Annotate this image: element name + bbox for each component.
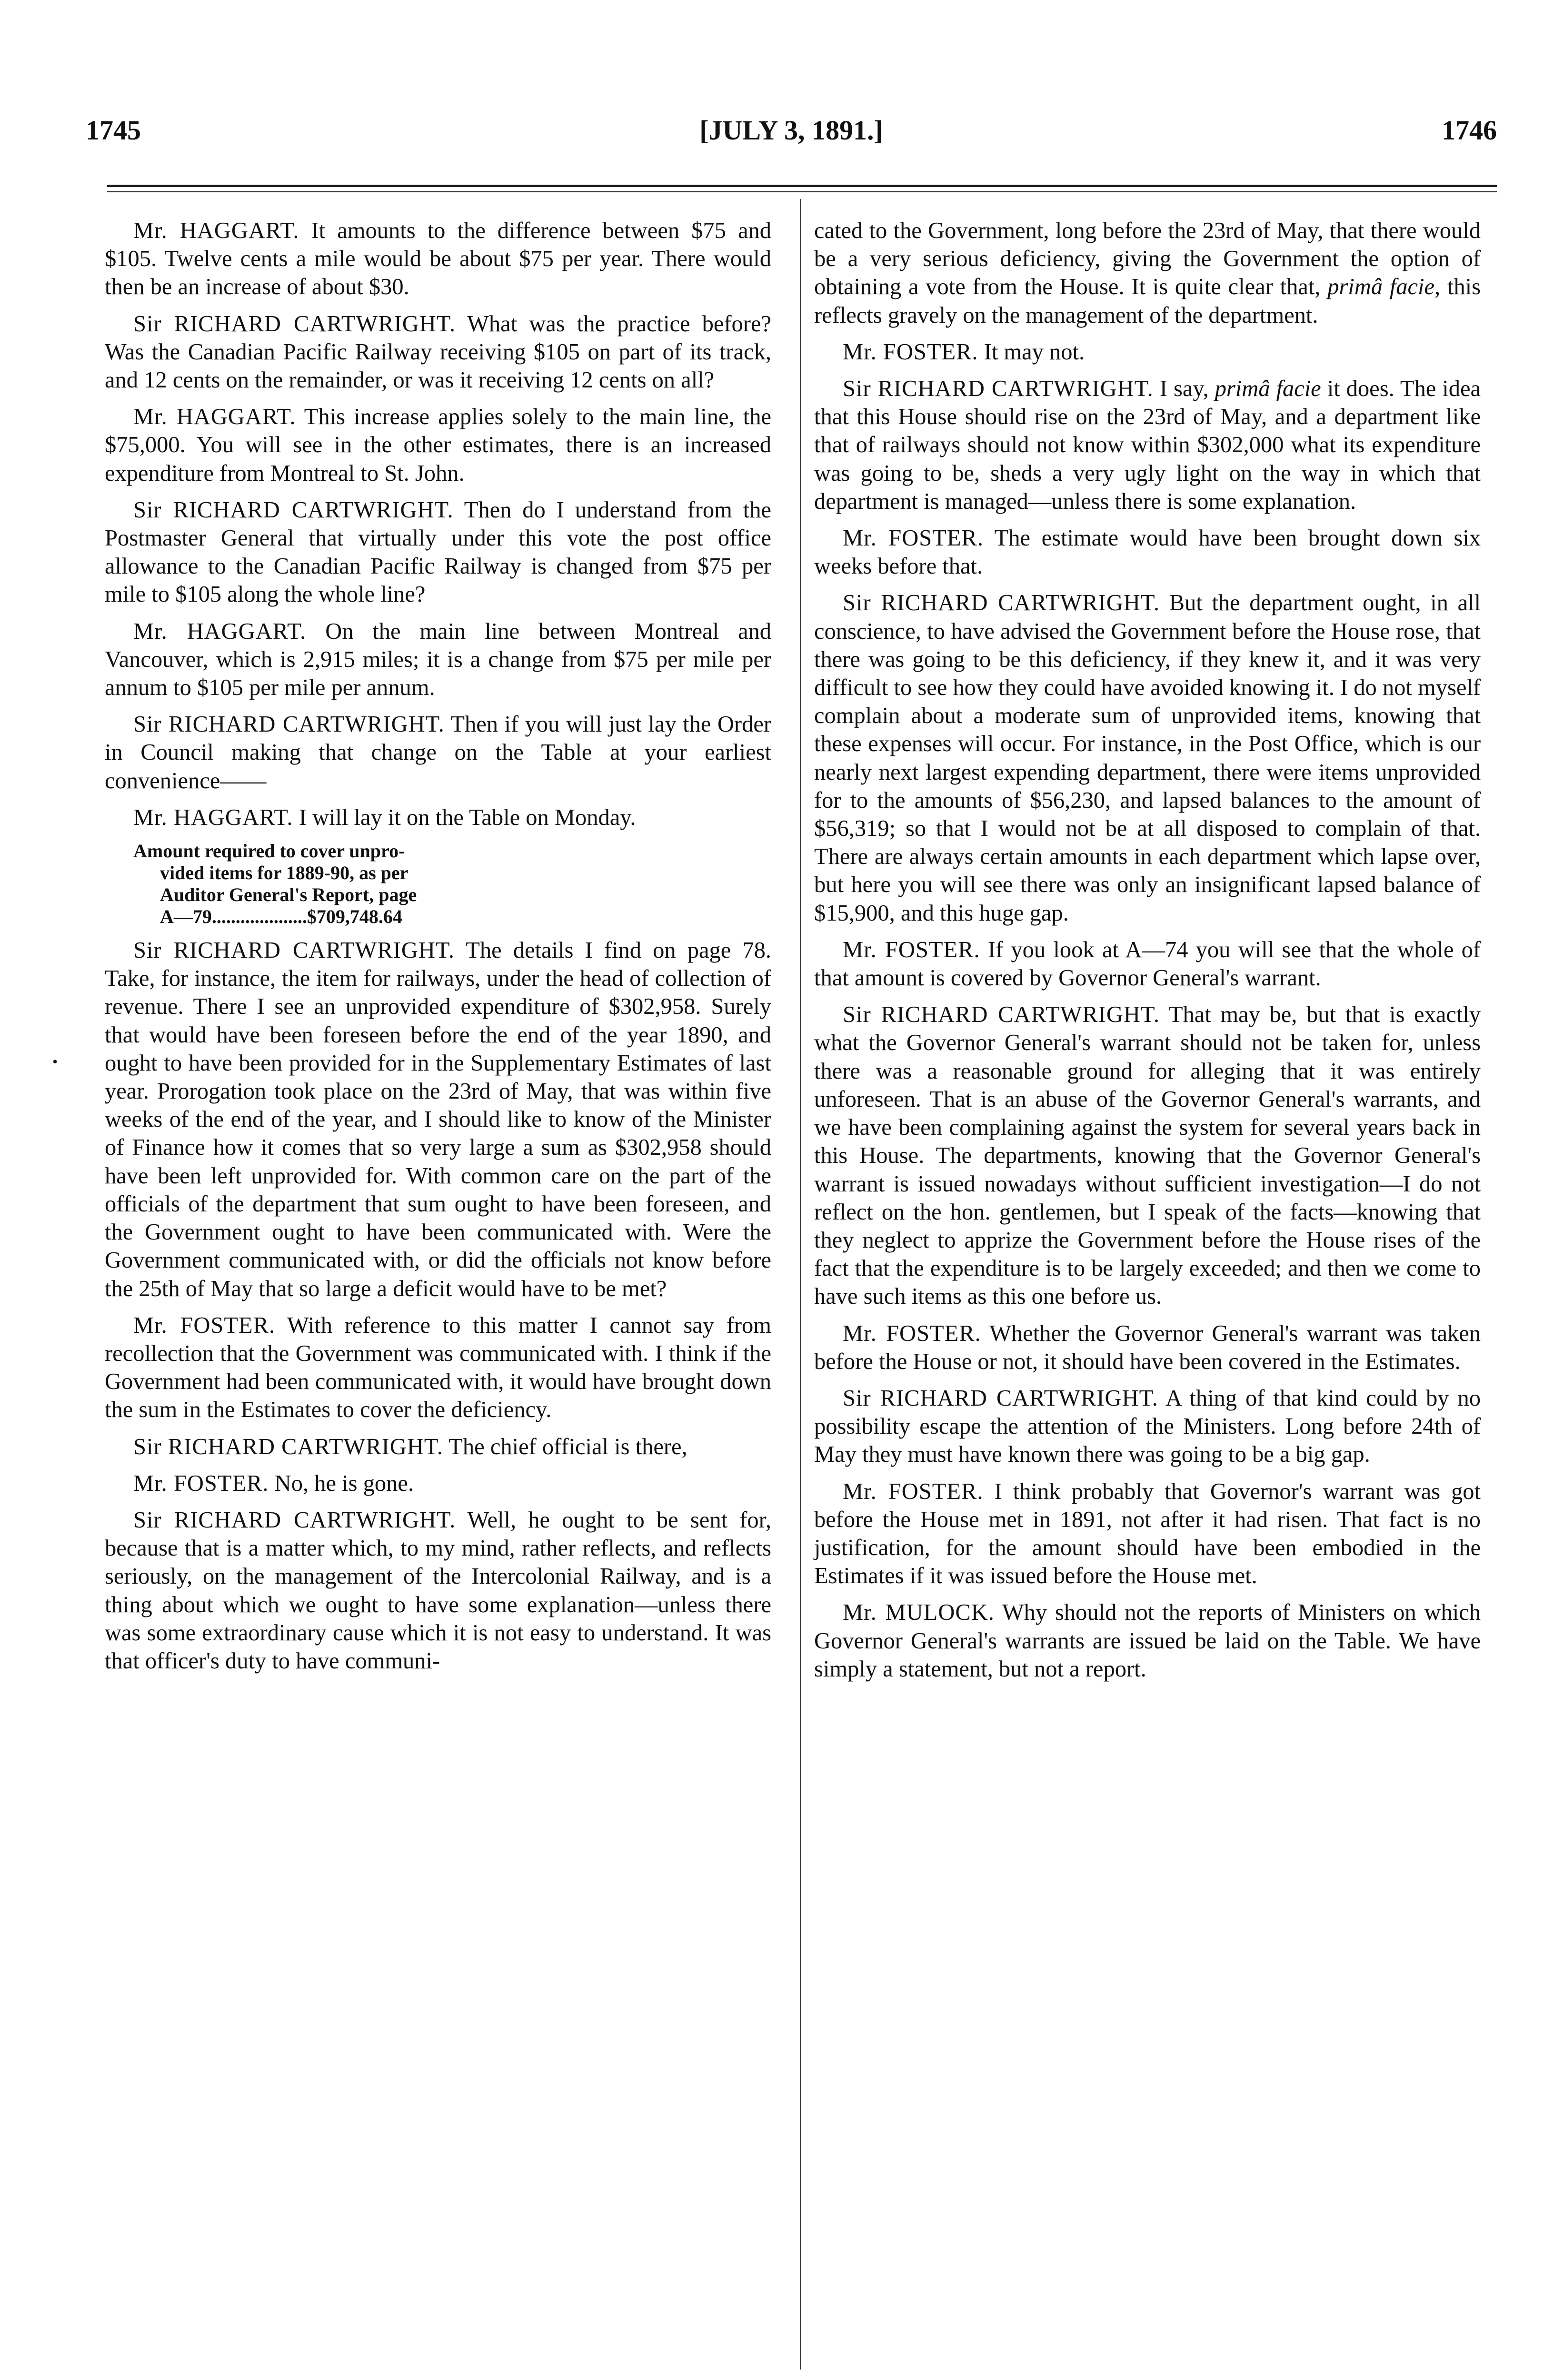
speaker-name: Mr. MULOCK. — [843, 1600, 995, 1626]
speech-text: This increase applies solely to the main line, the $75,000. You will see in the other estimates, there is an increased expenditure from Montreal to St. John. — [105, 404, 771, 486]
paragraph — [105, 217, 771, 301]
speech-text: cated to the Government, long before the 23rd of May, that there would be a very serious deficiency, giving the Government the option of obtaining a vote from the House. It is quite clear that, — [814, 218, 1481, 300]
speaker-name: Mr. HAGGART. — [133, 404, 296, 430]
speech-text: It may not. — [984, 339, 1085, 365]
speaker-name: Sir RICHARD CARTWRIGHT. — [133, 1507, 456, 1533]
speaker-name: Sir RICHARD CARTWRIGHT. — [843, 590, 1160, 616]
speaker-name: Mr. FOSTER. — [133, 1312, 276, 1338]
paragraph-continued — [814, 217, 1481, 329]
column-divider — [800, 199, 801, 2370]
speaker-name: Sir RICHARD CARTWRIGHT. — [843, 376, 1154, 402]
speaker-name: Sir RICHARD CARTWRIGHT. — [843, 1385, 1158, 1411]
speaker-name: Mr. FOSTER. — [843, 937, 980, 962]
speech-text: If you look at A—74 you will see that the whole of that amount is covered by Governor General's warrant. — [814, 937, 1481, 991]
paragraph — [105, 710, 771, 795]
paragraph — [105, 1311, 771, 1424]
paragraph — [814, 1001, 1481, 1310]
speaker-name: Sir RICHARD CARTWRIGHT. — [133, 938, 455, 963]
speech-text: I will lay it on the Table on Monday. — [299, 804, 636, 830]
speech-text: That may be, but that is exactly what the Governor General's warrant should not be taken for, unless there was a reasonable ground for alleging that it was entirely unforeseen. That is an abuse of the Governor General's warrants, and we have been complaining against the system for several years back in this House. The departments, knowing that the Governor General's warrant is issued nowadays without sufficient investigation—I do not reflect on the hon. gentlemen, but I speak of the facts—knowing that they neglect to apprize the Government before the House rises of the fact that the expenditure is to be largely exceeded; and then we come to have such items as this one before us. — [814, 1002, 1481, 1309]
paragraph — [814, 936, 1481, 992]
speech-text: But the department ought, in all conscience, to have advised the Government before the House rose, that there was going to be this deficiency, if they knew it, and it was very difficult to see how they could have avoided knowing it. I do not myself complain about a moderate sum of unprovided items, knowing that these expenses will occur. For instance, in the Post Office, which is our nearly next largest expending department, there were items unprovided for to the amounts of $56,230, and lapsed balances to the amount of $56,319; so that I would not be at all disposed to complain of that. There are always certain amounts in each department which lapse over, but here you will see there was only an insignificant lapsed balance of $15,900, and this huge gap. — [814, 590, 1481, 926]
estimate-line: Auditor General's Report, page — [160, 884, 417, 906]
italic-text: primâ facie — [1215, 376, 1321, 402]
speech-text: The details I find on page 78. Take, for instance, the item for railways, under the head of collection of revenue. There I see an unprovided expenditure of $302,958. Surely that would have been foreseen before the end of the year 1890, and ought to have been provided for in the Supplementary Estimates of last year. Prorogation took place on the 23rd of May, that was within five weeks of the end of the year, and I should like to know of the Minister of Finance how it comes that so very large a sum as $302,958 should have been left unprovided for. With common care on the part of the officials of the department that sum ought to have been foreseen, and the Government ought to have been communicated with. Were the Government communicated with, or did the officials not know before the 25th of May that so large a deficit would have to be met? — [105, 938, 771, 1301]
speech-text: On the main line between Montreal and Vancouver, which is 2,915 miles; it is a change from $75 per mile per annum to $105 per mile per annum. — [105, 618, 772, 701]
paragraph — [814, 375, 1481, 516]
margin-mark: • — [52, 1053, 58, 1070]
left-column — [105, 217, 771, 1684]
header-rule-thin — [107, 191, 1497, 192]
speech-text: No, he is gone. — [274, 1470, 414, 1496]
speaker-name: Sir RICHARD CARTWRIGHT. — [133, 497, 454, 523]
speaker-name: Mr. FOSTER. — [843, 1320, 981, 1346]
speech-text: What was the practice before? Was the Canadian Pacific Railway receiving $105 on part of its track, and 12 cents on the remainder, or was it receiving 12 cents on all? — [105, 311, 772, 393]
speech-text: Well, he ought to be sent for, because that is a matter which, to my mind, rather reflects, and reflects seriously, on the management of the Intercolonial Railway, and is a thing about which we ought to have some explanation—unless there was some extraordinary cause which it is not easy to understand. It was that officer's duty to have communi- — [105, 1507, 771, 1674]
speech-text: Then do I understand from the Postmaster General that virtually under this vote the post office allowance to the Canadian Pacific Railway is changed from $75 per mile to $105 along the whole line? — [105, 497, 772, 607]
paragraph — [105, 936, 771, 1303]
estimate-item — [105, 840, 771, 928]
speaker-name: Sir RICHARD CARTWRIGHT. — [843, 1002, 1160, 1028]
speech-text: Whether the Governor General's warrant was taken before the House or not, it should have been covered in the Estimates. — [814, 1320, 1481, 1374]
speech-text: The estimate would have been brought down six weeks before that. — [814, 526, 1481, 579]
header-date: [JULY 3, 1891.] — [699, 115, 883, 146]
paragraph — [105, 617, 771, 702]
estimate-line: A—79....................$709,748.64 — [160, 906, 402, 928]
page-header — [86, 114, 1497, 157]
paragraph — [814, 1478, 1481, 1590]
paragraph — [105, 1506, 771, 1675]
speech-text: I say, — [1159, 376, 1209, 402]
speaker-name: Mr. HAGGART. — [133, 804, 293, 830]
speaker-name: Mr. HAGGART. — [133, 618, 307, 644]
paragraph — [814, 1598, 1481, 1683]
speech-text: The chief official is there, — [448, 1434, 687, 1459]
page-number-right: 1746 — [1442, 115, 1497, 146]
estimate-line: Amount required to cover unpro- — [133, 840, 405, 862]
paragraph — [105, 310, 771, 395]
paragraph — [814, 1384, 1481, 1469]
speech-text: Why should not the reports of Ministers on which Governor General's warrants are issued be laid on the Table. We have simply a statement, but not a report. — [814, 1600, 1481, 1682]
speech-text: , this reflects gravely on the management of the department. — [814, 274, 1481, 328]
speech-text: it does. The idea that this House should rise on the 23rd of May, and a department like that of railways should not know within $302,000 what its expenditure was going to be, sheds a very ugly light on the way in which that department is managed—unless there is some explanation. — [814, 376, 1481, 514]
paragraph — [814, 524, 1481, 580]
speaker-name: Mr. FOSTER. — [843, 526, 984, 551]
estimate-line: vided items for 1889-90, as per — [160, 862, 408, 884]
speaker-name: Sir RICHARD CARTWRIGHT. — [133, 311, 456, 337]
speaker-name: Mr. FOSTER. — [843, 1478, 984, 1504]
speaker-name: Mr. HAGGART. — [133, 218, 299, 243]
right-column — [814, 217, 1481, 1692]
header-rule-thick — [107, 185, 1497, 187]
speech-text: Then if you will just lay the Order in Council making that change on the Table at your earliest convenience—— — [105, 712, 771, 793]
speech-text: I think probably that Governor's warrant was got before the House met in 1891, not after it had risen. That fact is no justification, for the amount should have been embodied in the Estimates if it was issued before the House met. — [814, 1478, 1481, 1589]
paragraph — [105, 803, 771, 832]
speech-text: A thing of that kind could by no possibility escape the attention of the Ministers. Long before 24th of May they must have known there was going to be a big gap. — [814, 1385, 1481, 1468]
speaker-name: Mr. FOSTER. — [843, 339, 978, 365]
speaker-name: Sir RICHARD CARTWRIGHT. — [133, 1434, 444, 1459]
speech-text: It amounts to the difference between $75 and $105. Twelve cents a mile would be about $75 per year. There would then be an increase of about $30. — [105, 218, 772, 300]
page-number-left: 1745 — [86, 115, 141, 146]
paragraph — [105, 496, 771, 609]
italic-text: primâ facie — [1327, 274, 1435, 300]
paragraph — [105, 1433, 771, 1461]
speaker-name: Sir RICHARD CARTWRIGHT. — [133, 712, 445, 737]
paragraph — [814, 1319, 1481, 1376]
paragraph — [814, 589, 1481, 927]
paragraph — [105, 1469, 771, 1497]
paragraph — [814, 338, 1481, 366]
speech-text: With reference to this matter I cannot say from recollection that the Government was communicated with. I think if the Government had been communicated with, it would have brought down the sum in the Estimates to cover the deficiency. — [105, 1312, 772, 1423]
speaker-name: Mr. FOSTER. — [133, 1470, 269, 1496]
paragraph — [105, 403, 771, 487]
